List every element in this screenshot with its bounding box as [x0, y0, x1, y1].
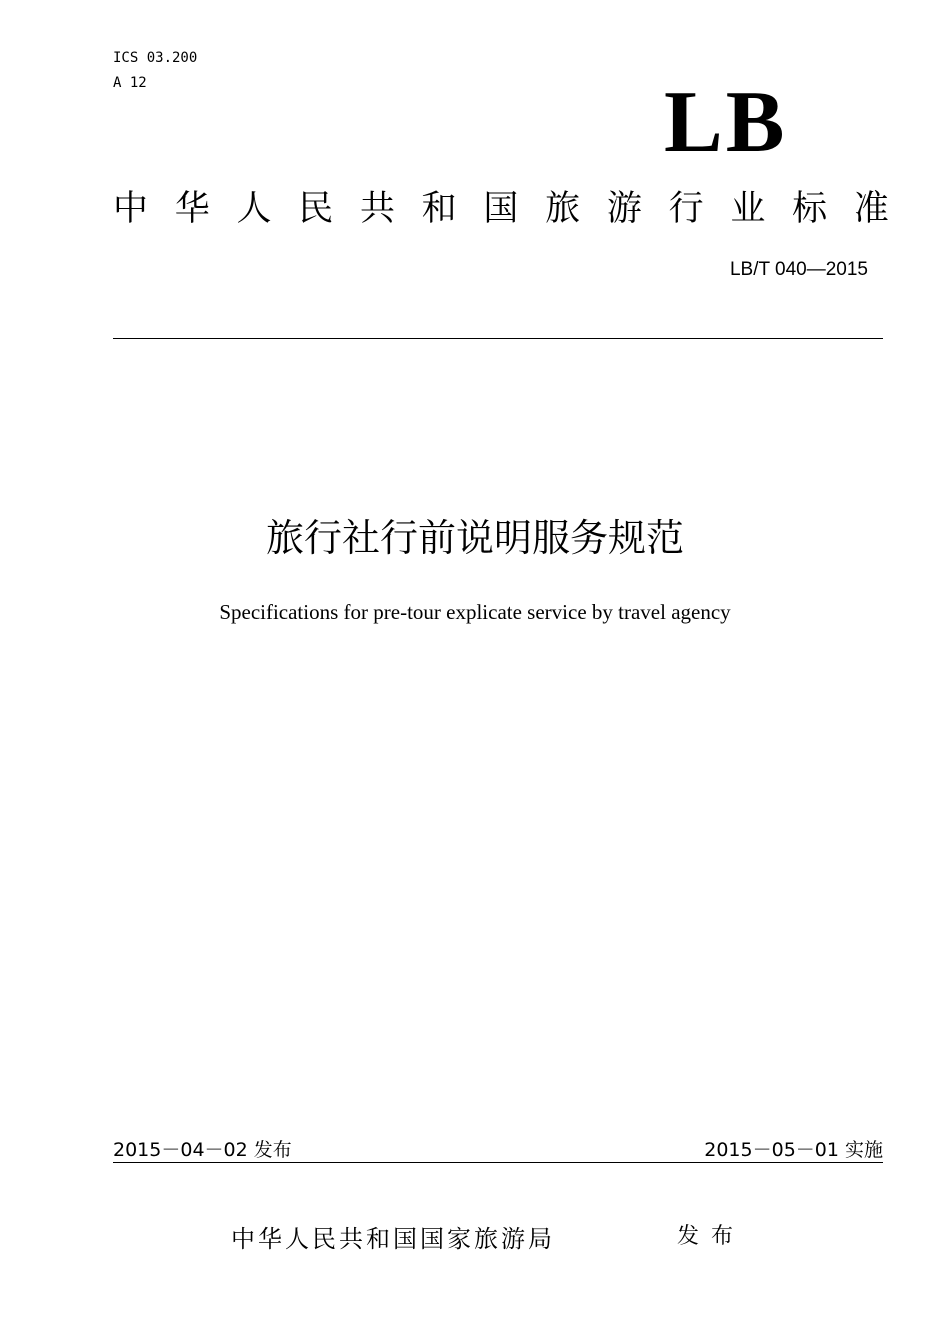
title-char: 中: [113, 189, 149, 229]
title-char: 游: [606, 189, 642, 229]
standard-number: LB/T 040—2015: [729, 259, 868, 280]
top-divider: [113, 338, 883, 339]
title-char: 准: [853, 189, 889, 229]
bottom-divider: [113, 1162, 883, 1163]
document-title: 旅行社行前说明服务规范: [265, 516, 684, 560]
title-char: 华: [174, 189, 210, 229]
title-char: 民: [298, 189, 334, 229]
lb-logo: LB: [664, 74, 788, 171]
ics-code: ICS 03.200: [113, 50, 198, 66]
title-char: 标: [792, 189, 828, 229]
title-char: 国: [483, 189, 519, 229]
title-char: 旅: [545, 189, 581, 229]
standard-category-title: [113, 188, 889, 230]
title-char: 人: [236, 189, 272, 229]
title-char: 业: [730, 189, 766, 229]
publisher-name: 中华人民共和国国家旅游局: [231, 1225, 555, 1253]
title-char: 和: [421, 189, 457, 229]
document-subtitle: Specifications for pre-tour explicate service by travel agency: [219, 600, 731, 624]
classification-code: A 12: [113, 75, 147, 91]
publish-label: 发布: [677, 1224, 746, 1249]
implementation-date: 2015－05－01 实施: [704, 1139, 883, 1161]
title-char: 行: [668, 189, 704, 229]
issue-date: 2015－04－02 发布: [113, 1139, 292, 1161]
title-char: 共: [359, 189, 395, 229]
